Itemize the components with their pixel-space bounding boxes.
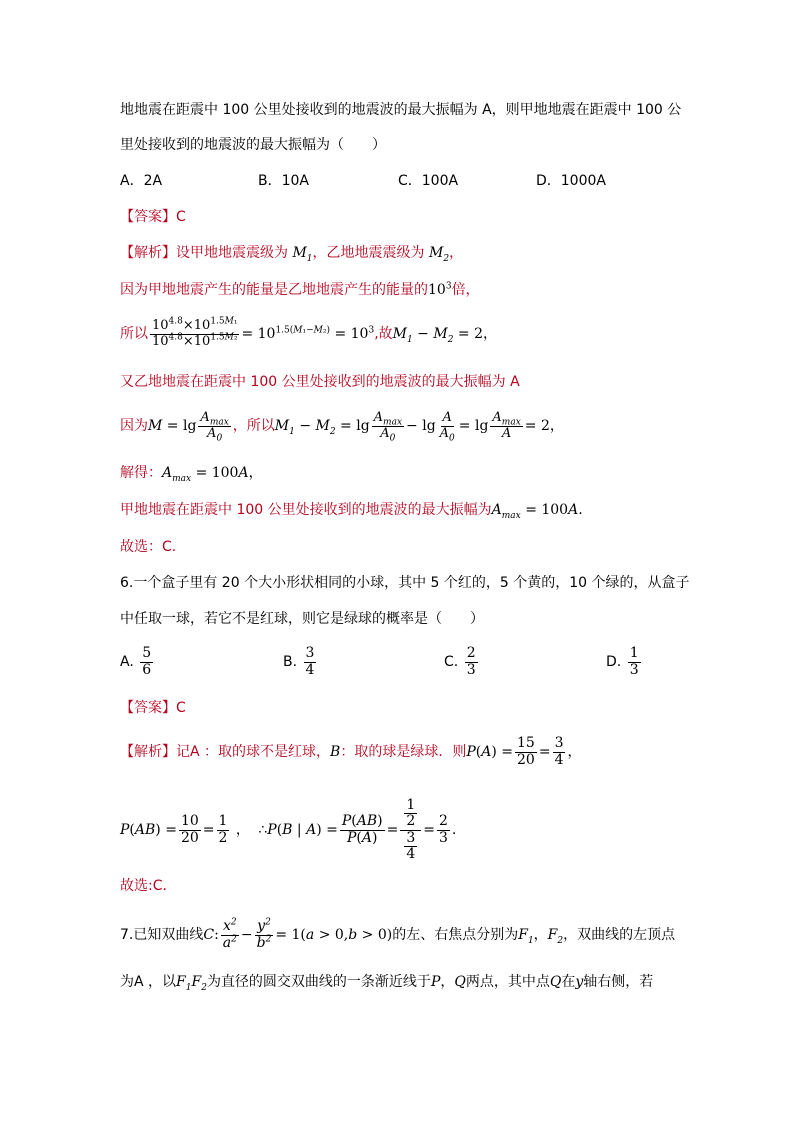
math-q: Q xyxy=(454,974,466,990)
math-hyperbola: C: $\frac{x^2}{a^2}$ − $\frac{y^2}{b^2}$ = 1(a > 0,b > 0) xyxy=(203,917,393,951)
math-f1f2: $F_1F_2$ xyxy=(176,974,207,993)
analysis-text: ，所以 xyxy=(232,418,275,434)
q6-conclusion: 故选:C． xyxy=(120,878,177,894)
q6-option-a xyxy=(120,642,155,682)
q5-conclusion: 故选：C. xyxy=(120,539,177,555)
option-fraction: $\frac{5}{6}$ xyxy=(142,645,152,678)
q7-text: ，双曲线的左顶点 xyxy=(563,927,676,943)
answer-value: C xyxy=(176,700,186,716)
q7-text: 7.已知双曲线 xyxy=(120,927,204,943)
math-diff: $M_1 - M_2 = 2$ xyxy=(392,326,483,345)
analysis-text: ,故 xyxy=(374,326,393,342)
q5-option-b: B．10A xyxy=(258,173,309,189)
analysis-text: 设甲地地震震级为 xyxy=(176,245,293,261)
q5-option-c: C．100A xyxy=(398,173,459,189)
analysis-text: 因为甲地地震产生的能量是乙地地震产生的能量的 xyxy=(120,282,428,298)
math-conditional: ∴P(B | A) = $\frac{P(AB)}{P(A)}$ = $\frac{\frac{1}{2}}{\frac{3}{4}}$ = $\frac{2}{3}$ . xyxy=(258,796,457,862)
math-y: y xyxy=(575,974,584,990)
q6-option-d xyxy=(606,642,643,682)
analysis-text: ，乙地地震震级为 xyxy=(312,245,429,261)
analysis-text: 因为 xyxy=(120,418,148,434)
analysis-text: 甲地地震在距震中 100 公里处接收到的地震波的最大振幅为 xyxy=(120,502,492,518)
option-label: B. xyxy=(283,654,298,670)
math-amax-result: $A_{max} = 100A$. xyxy=(491,502,583,521)
math-pab: P(AB) = $\frac{10}{20}$ = $\frac{1}{2}$ xyxy=(120,813,228,846)
q5-analysis-line-4: 又乙地地震在距震中 100 公里处接收到的地震波的最大振幅为 A xyxy=(120,374,520,390)
q5-stem-line-2: 里处接收到的地震波的最大振幅为（ ） xyxy=(120,137,386,153)
answer-value: C xyxy=(176,209,186,225)
q5-analysis-line-1 xyxy=(120,243,463,263)
option-label: D. xyxy=(606,654,622,670)
math-log-diff: $M_1 - M_2 = \lg$ $\frac{A_{max}}{A_0}$ − lg $\frac{A}{A_0}$ = lg $\frac{A_{max}}{A}$ = 2 xyxy=(274,410,550,444)
math-b: B xyxy=(330,744,341,760)
q5-stem-line-1: 地地震在距震中 100 公里处接收到的地震波的最大振幅为 A，则甲地地震在距震中 100 公 xyxy=(120,102,682,118)
analysis-tag: 【解析】 xyxy=(120,744,176,760)
math-amax: $A_{max} = 100A$ xyxy=(162,465,249,484)
q7-text: 的左、右焦点分别为 xyxy=(392,927,519,943)
q6-stem-line-2: 中任取一球，若它不是红球，则它是绿球的概率是（ ） xyxy=(120,611,484,627)
q7-text: 为直径的圆交双曲线的一条渐近线于 xyxy=(206,974,431,990)
math-f1: $F_1$ xyxy=(518,927,534,946)
math-10-cubed: $10^3$ xyxy=(428,281,452,298)
math-q2: Q xyxy=(549,974,562,990)
q7-stem-line-1: 7.已知双曲线C: $\frac{x^2}{a^2}$ − $\frac{y^2}{b^2}$ = 1(a > 0,b > 0)的左、右焦点分别为$F_1$，$F_2$，双曲线的左顶点 xyxy=(120,917,676,951)
analysis-text: ， xyxy=(449,245,464,261)
math-energy-ratio: $\frac{10^{4.8}\times 10^{1.5M_1}}{10^{4.8}\times 10^{1.5M_2}}$ xyxy=(152,316,238,349)
analysis-tag: 【解析】 xyxy=(120,245,176,261)
analysis-text: ：取的球是绿球．则 xyxy=(340,744,467,760)
math-pa: P(A) = $\frac{15}{20}$ = $\frac{3}{4}$ xyxy=(466,735,564,768)
q6-option-b xyxy=(283,642,318,682)
option-fraction: $\frac{1}{3}$ xyxy=(629,645,639,678)
q5-analysis-line-3: 所以 $\frac{10^{4.8}\times 10^{1.5M_1}}{10^{4.8}\times 10^{1.5M_2}}$ = $10^{1.5(M_1-M_2)} = 10^3$,故$M_1 - M_2 = 2$， xyxy=(120,316,497,349)
math-m2: $M_2$ xyxy=(428,245,450,264)
q5-option-d: D．1000A xyxy=(536,173,606,189)
analysis-text: 所以 xyxy=(120,326,148,342)
math-magnitude-formula: M = lg $\frac{A_{max}}{A_0}$ xyxy=(148,410,229,444)
q5-analysis-line-5: 因为M = lg $\frac{A_{max}}{A_0}$ ，所以$M_1 - M_2 = \lg$ $\frac{A_{max}}{A_0}$ − lg $\frac{A}{A_0}$ = lg $\frac{A_{max}}{A}$ = 2， xyxy=(120,410,564,444)
q5-option-a: A．2A xyxy=(120,173,163,189)
q6-analysis-line-1: 【解析】记A ：取的球不是红球，B：取的球是绿球．则P(A) = $\frac{15}{20}$ = $\frac{3}{4}$ ， xyxy=(120,735,582,768)
q6-answer xyxy=(120,698,186,718)
option-fraction: $\frac{2}{3}$ xyxy=(466,645,476,678)
answer-tag: 【答案】 xyxy=(120,209,176,225)
q5-analysis-line-6: 解得：$A_{max} = 100A$， xyxy=(120,465,263,484)
q5-analysis-line-2 xyxy=(120,280,480,300)
q7-stem-line-2: 为A ，以$F_1F_2$为直径的圆交双曲线的一条渐近线于P，Q两点，其中点Q在y轴右侧，若 xyxy=(120,974,654,993)
q7-text: 两点，其中点 xyxy=(465,974,550,990)
math-f2: $F_2$ xyxy=(547,927,564,946)
q7-text: 在 xyxy=(561,974,576,990)
math-m1: $M_1$ xyxy=(292,245,313,264)
analysis-text: 倍， xyxy=(451,282,480,298)
q6-option-c xyxy=(444,642,480,682)
analysis-text: 解得： xyxy=(120,465,162,481)
q6-analysis-line-2: P(AB) = $\frac{10}{20}$ = $\frac{1}{2}$ ， ∴P(B | A) = $\frac{P(AB)}{P(A)}$ = $\frac{\frac{1}{2}}{\frac{3}{4}}$ = $\frac{2}{3}$ . xyxy=(120,796,457,862)
math-p: P xyxy=(430,974,441,990)
q6-stem-line-1: 6.一个盒子里有 20 个大小形状相同的小球，其中 5 个红的，5 个黄的，10 个绿的，从盒子 xyxy=(120,575,690,591)
option-label: C. xyxy=(444,654,459,670)
q7-text: 轴右侧，若 xyxy=(583,974,654,990)
q5-answer xyxy=(120,207,186,227)
q7-text: 为A ，以 xyxy=(120,974,177,990)
math-equals: = $10^{1.5(M_1-M_2)} = 10^3$ xyxy=(241,325,375,342)
option-label: A. xyxy=(120,654,134,670)
q5-analysis-line-7 xyxy=(120,500,583,520)
option-fraction: $\frac{3}{4}$ xyxy=(305,645,315,678)
answer-tag: 【答案】 xyxy=(120,700,176,716)
analysis-text: 记A ：取的球不是红球， xyxy=(176,744,331,760)
